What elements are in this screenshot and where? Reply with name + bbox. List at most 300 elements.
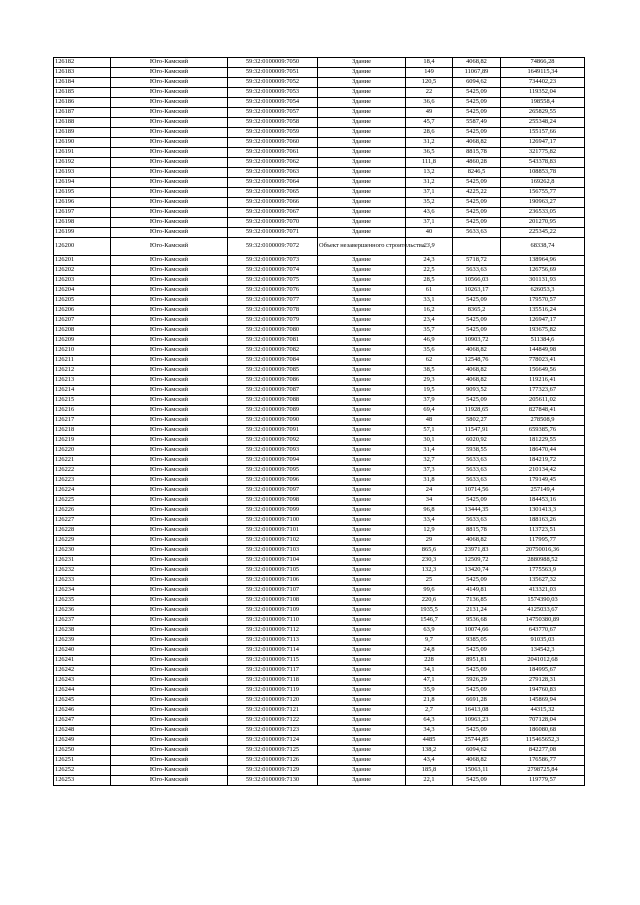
- cadastral-value-cell: 4125033,67: [501, 606, 585, 616]
- district-cell: Юго-Камский: [111, 306, 228, 316]
- table-row: [54, 466, 585, 476]
- area-cell: 865,6: [406, 546, 453, 556]
- row-number-cell: 126244: [54, 686, 111, 696]
- row-number-cell: 126236: [54, 606, 111, 616]
- object-type-cell: Здание: [318, 586, 406, 596]
- row-number-cell: 126188: [54, 118, 111, 128]
- area-cell: 24,8: [406, 646, 453, 656]
- object-type-cell: Здание: [318, 98, 406, 108]
- cadastral-number-cell: 59:32:0100009:7066: [228, 198, 318, 208]
- area-cell: 22,5: [406, 266, 453, 276]
- area-cell: 25: [406, 576, 453, 586]
- district-cell: Юго-Камский: [111, 148, 228, 158]
- area-cell: 132,3: [406, 566, 453, 576]
- cadastral-number-cell: 59:32:0100009:7085: [228, 366, 318, 376]
- object-type-cell: Здание: [318, 686, 406, 696]
- unit-value-cell: 10263,17: [453, 286, 501, 296]
- table-row: [54, 108, 585, 118]
- table-row: [54, 346, 585, 356]
- area-cell: 34: [406, 496, 453, 506]
- table-row: [54, 118, 585, 128]
- row-number-cell: 126196: [54, 198, 111, 208]
- cadastral-number-cell: 59:32:0100009:7118: [228, 676, 318, 686]
- area-cell: 38,5: [406, 366, 453, 376]
- unit-value-cell: 4068,82: [453, 366, 501, 376]
- row-number-cell: 126200: [54, 238, 111, 256]
- table-row: [54, 756, 585, 766]
- row-number-cell: 126193: [54, 168, 111, 178]
- object-type-cell: Здание: [318, 756, 406, 766]
- cadastral-number-cell: 59:32:0100009:7107: [228, 586, 318, 596]
- area-cell: 49: [406, 108, 453, 118]
- district-cell: Юго-Камский: [111, 356, 228, 366]
- district-cell: Юго-Камский: [111, 218, 228, 228]
- object-type-cell: Здание: [318, 128, 406, 138]
- area-cell: 99,6: [406, 586, 453, 596]
- area-cell: 185,8: [406, 766, 453, 776]
- area-cell: 40: [406, 228, 453, 238]
- cadastral-number-cell: 59:32:0100009:7071: [228, 228, 318, 238]
- area-cell: 43,6: [406, 208, 453, 218]
- cadastral-value-cell: 184995,67: [501, 666, 585, 676]
- district-cell: Юго-Камский: [111, 396, 228, 406]
- row-number-cell: 126208: [54, 326, 111, 336]
- cadastral-value-cell: 659385,76: [501, 426, 585, 436]
- cadastral-value-cell: 119216,41: [501, 376, 585, 386]
- unit-value-cell: 4068,82: [453, 376, 501, 386]
- unit-value-cell: 5938,55: [453, 446, 501, 456]
- cadastral-number-cell: 59:32:0100009:7098: [228, 496, 318, 506]
- area-cell: 22: [406, 88, 453, 98]
- table-row: [54, 158, 585, 168]
- row-number-cell: 126189: [54, 128, 111, 138]
- cadastral-value-cell: 1775563,9: [501, 566, 585, 576]
- cadastral-value-cell: 134542,3: [501, 646, 585, 656]
- object-type-cell: Здание: [318, 78, 406, 88]
- district-cell: Юго-Камский: [111, 256, 228, 266]
- object-type-cell: Здание: [318, 346, 406, 356]
- unit-value-cell: 8365,2: [453, 306, 501, 316]
- district-cell: Юго-Камский: [111, 296, 228, 306]
- cadastral-value-cell: 707128,04: [501, 716, 585, 726]
- district-cell: Юго-Камский: [111, 128, 228, 138]
- table-row: [54, 326, 585, 336]
- row-number-cell: 126215: [54, 396, 111, 406]
- object-type-cell: Здание: [318, 616, 406, 626]
- district-cell: Юго-Камский: [111, 168, 228, 178]
- cadastral-value-cell: 186470,44: [501, 446, 585, 456]
- cadastral-value-cell: 255348,24: [501, 118, 585, 128]
- unit-value-cell: 5425,09: [453, 686, 501, 696]
- object-type-cell: Здание: [318, 168, 406, 178]
- row-number-cell: 126226: [54, 506, 111, 516]
- row-number-cell: 126242: [54, 666, 111, 676]
- unit-value-cell: 5633,63: [453, 466, 501, 476]
- table-row: [54, 596, 585, 606]
- table-row: [54, 366, 585, 376]
- object-type-cell: Здание: [318, 376, 406, 386]
- cadastral-number-cell: 59:32:0100009:7091: [228, 426, 318, 436]
- object-type-cell: Здание: [318, 436, 406, 446]
- object-type-cell: Здание: [318, 276, 406, 286]
- unit-value-cell: 7136,85: [453, 596, 501, 606]
- cadastral-number-cell: 59:32:0100009:7105: [228, 566, 318, 576]
- table-row: [54, 178, 585, 188]
- cadastral-value-cell: 176586,77: [501, 756, 585, 766]
- cadastral-value-cell: 1301413,3: [501, 506, 585, 516]
- cadastral-value-cell: 225345,22: [501, 228, 585, 238]
- object-type-cell: Здание: [318, 118, 406, 128]
- district-cell: Юго-Камский: [111, 416, 228, 426]
- unit-value-cell: 4068,82: [453, 138, 501, 148]
- row-number-cell: 126192: [54, 158, 111, 168]
- cadastral-value-cell: 186080,68: [501, 726, 585, 736]
- row-number-cell: 126247: [54, 716, 111, 726]
- object-type-cell: Здание: [318, 406, 406, 416]
- district-cell: Юго-Камский: [111, 266, 228, 276]
- object-type-cell: Здание: [318, 386, 406, 396]
- table-row: [54, 376, 585, 386]
- district-cell: Юго-Камский: [111, 98, 228, 108]
- object-type-cell: Здание: [318, 706, 406, 716]
- area-cell: 19,5: [406, 386, 453, 396]
- table-row: [54, 188, 585, 198]
- table-row: [54, 218, 585, 228]
- district-cell: Юго-Камский: [111, 466, 228, 476]
- row-number-cell: 126218: [54, 426, 111, 436]
- object-type-cell: Здание: [318, 716, 406, 726]
- cadastral-value-cell: 115465652,3: [501, 736, 585, 746]
- district-cell: Юго-Камский: [111, 776, 228, 786]
- cadastral-value-cell: 91035,03: [501, 636, 585, 646]
- cadastral-value-cell: 778023,41: [501, 356, 585, 366]
- unit-value-cell: 5425,09: [453, 496, 501, 506]
- cadastral-number-cell: 59:32:0100009:7084: [228, 356, 318, 366]
- cadastral-number-cell: 59:32:0100009:7109: [228, 606, 318, 616]
- unit-value-cell: 11067,89: [453, 68, 501, 78]
- object-type-cell: Здание: [318, 746, 406, 756]
- area-cell: 22,1: [406, 776, 453, 786]
- unit-value-cell: 5425,09: [453, 396, 501, 406]
- cadastral-number-cell: 59:32:0100009:7100: [228, 516, 318, 526]
- row-number-cell: 126186: [54, 98, 111, 108]
- cadastral-number-cell: 59:32:0100009:7121: [228, 706, 318, 716]
- unit-value-cell: 4068,82: [453, 346, 501, 356]
- object-type-cell: Здание: [318, 228, 406, 238]
- row-number-cell: 126223: [54, 476, 111, 486]
- district-cell: Юго-Камский: [111, 676, 228, 686]
- table-row: [54, 566, 585, 576]
- table-row: [54, 506, 585, 516]
- area-cell: 37,1: [406, 188, 453, 198]
- district-cell: Юго-Камский: [111, 606, 228, 616]
- unit-value-cell: 8815,78: [453, 148, 501, 158]
- object-type-cell: Здание: [318, 198, 406, 208]
- cadastral-number-cell: 59:32:0100009:7061: [228, 148, 318, 158]
- district-cell: Юго-Камский: [111, 88, 228, 98]
- table-row: [54, 656, 585, 666]
- object-type-cell: Здание: [318, 296, 406, 306]
- unit-value-cell: 10963,23: [453, 716, 501, 726]
- cadastral-value-cell: 156649,56: [501, 366, 585, 376]
- cadastral-value-cell: 198558,4: [501, 98, 585, 108]
- unit-value-cell: 23971,83: [453, 546, 501, 556]
- district-cell: Юго-Камский: [111, 546, 228, 556]
- row-number-cell: 126245: [54, 696, 111, 706]
- table-row: [54, 128, 585, 138]
- cadastral-number-cell: 59:32:0100009:7129: [228, 766, 318, 776]
- district-cell: Юго-Камский: [111, 566, 228, 576]
- area-cell: 63,9: [406, 626, 453, 636]
- cadastral-value-cell: 193675,82: [501, 326, 585, 336]
- cadastral-number-cell: 59:32:0100009:7119: [228, 686, 318, 696]
- cadastral-number-cell: 59:32:0100009:7050: [228, 58, 318, 68]
- table-row: [54, 666, 585, 676]
- cadastral-value-cell: 184453,16: [501, 496, 585, 506]
- unit-value-cell: 5633,63: [453, 228, 501, 238]
- cadastral-number-cell: 59:32:0100009:7067: [228, 208, 318, 218]
- table-row: [54, 356, 585, 366]
- cadastral-value-cell: 278508,9: [501, 416, 585, 426]
- unit-value-cell: [453, 238, 501, 256]
- cadastral-number-cell: 59:32:0100009:7092: [228, 436, 318, 446]
- unit-value-cell: 5926,29: [453, 676, 501, 686]
- row-number-cell: 126205: [54, 296, 111, 306]
- district-cell: Юго-Камский: [111, 636, 228, 646]
- table-row: [54, 586, 585, 596]
- district-cell: Юго-Камский: [111, 536, 228, 546]
- unit-value-cell: 5425,09: [453, 296, 501, 306]
- unit-value-cell: 9385,05: [453, 636, 501, 646]
- cadastral-number-cell: 59:32:0100009:7086: [228, 376, 318, 386]
- table-row: [54, 646, 585, 656]
- table-row: [54, 138, 585, 148]
- unit-value-cell: 12548,76: [453, 356, 501, 366]
- row-number-cell: 126206: [54, 306, 111, 316]
- area-cell: 30,1: [406, 436, 453, 446]
- row-number-cell: 126222: [54, 466, 111, 476]
- area-cell: 29: [406, 536, 453, 546]
- area-cell: 33,4: [406, 516, 453, 526]
- district-cell: Юго-Камский: [111, 286, 228, 296]
- table-row: [54, 426, 585, 436]
- cadastral-number-cell: 59:32:0100009:7072: [228, 238, 318, 256]
- cadastral-value-cell: 511384,6: [501, 336, 585, 346]
- cadastral-number-cell: 59:32:0100009:7126: [228, 756, 318, 766]
- row-number-cell: 126191: [54, 148, 111, 158]
- unit-value-cell: 5425,09: [453, 88, 501, 98]
- object-type-cell: Здание: [318, 776, 406, 786]
- unit-value-cell: 5587,49: [453, 118, 501, 128]
- cadastral-value-cell: 135516,24: [501, 306, 585, 316]
- cadastral-value-cell: 236533,05: [501, 208, 585, 218]
- table-row: [54, 296, 585, 306]
- row-number-cell: 126251: [54, 756, 111, 766]
- cadastral-value-cell: 44315,32: [501, 706, 585, 716]
- unit-value-cell: 16413,08: [453, 706, 501, 716]
- area-cell: 37,1: [406, 218, 453, 228]
- cadastral-number-cell: 59:32:0100009:7099: [228, 506, 318, 516]
- row-number-cell: 126237: [54, 616, 111, 626]
- row-number-cell: 126233: [54, 576, 111, 586]
- cadastral-number-cell: 59:32:0100009:7080: [228, 326, 318, 336]
- cadastral-value-cell: 179149,45: [501, 476, 585, 486]
- district-cell: Юго-Камский: [111, 726, 228, 736]
- object-type-cell: Здание: [318, 396, 406, 406]
- cadastral-value-cell: 126947,17: [501, 316, 585, 326]
- area-cell: 28,6: [406, 128, 453, 138]
- object-type-cell: Здание: [318, 336, 406, 346]
- table-row: [54, 616, 585, 626]
- area-cell: 1935,5: [406, 606, 453, 616]
- object-type-cell: Здание: [318, 526, 406, 536]
- unit-value-cell: 5425,09: [453, 98, 501, 108]
- area-cell: 23,9: [406, 238, 453, 256]
- cadastral-value-cell: 643770,67: [501, 626, 585, 636]
- cadastral-number-cell: 59:32:0100009:7124: [228, 736, 318, 746]
- district-cell: Юго-Камский: [111, 646, 228, 656]
- cadastral-value-cell: 155157,66: [501, 128, 585, 138]
- table-row: [54, 766, 585, 776]
- table-row: [54, 58, 585, 68]
- area-cell: 35,2: [406, 198, 453, 208]
- area-cell: 36,5: [406, 148, 453, 158]
- unit-value-cell: 6020,92: [453, 436, 501, 446]
- cadastral-value-cell: 119779,57: [501, 776, 585, 786]
- unit-value-cell: 9093,52: [453, 386, 501, 396]
- table-row: [54, 736, 585, 746]
- unit-value-cell: 25744,85: [453, 736, 501, 746]
- cadastral-number-cell: 59:32:0100009:7103: [228, 546, 318, 556]
- table-row: [54, 576, 585, 586]
- area-cell: 31,8: [406, 476, 453, 486]
- cadastral-value-cell: 279128,31: [501, 676, 585, 686]
- cadastral-value-cell: 827848,41: [501, 406, 585, 416]
- cadastral-number-cell: 59:32:0100009:7077: [228, 296, 318, 306]
- object-type-cell: Здание: [318, 456, 406, 466]
- cadastral-value-cell: 126756,69: [501, 266, 585, 276]
- district-cell: Юго-Камский: [111, 576, 228, 586]
- area-cell: 57,1: [406, 426, 453, 436]
- area-cell: 34,1: [406, 666, 453, 676]
- table-row: [54, 416, 585, 426]
- row-number-cell: 126210: [54, 346, 111, 356]
- unit-value-cell: 5633,63: [453, 266, 501, 276]
- table-row: [54, 286, 585, 296]
- district-cell: Юго-Камский: [111, 586, 228, 596]
- district-cell: Юго-Камский: [111, 596, 228, 606]
- cadastral-value-cell: 2880988,52: [501, 556, 585, 566]
- cadastral-number-cell: 59:32:0100009:7089: [228, 406, 318, 416]
- table-row: [54, 386, 585, 396]
- district-cell: Юго-Камский: [111, 188, 228, 198]
- object-type-cell: Здание: [318, 88, 406, 98]
- object-type-cell: Здание: [318, 656, 406, 666]
- row-number-cell: 126217: [54, 416, 111, 426]
- unit-value-cell: 5425,09: [453, 218, 501, 228]
- cadastral-number-cell: 59:32:0100009:7088: [228, 396, 318, 406]
- cadastral-number-cell: 59:32:0100009:7075: [228, 276, 318, 286]
- district-cell: Юго-Камский: [111, 276, 228, 286]
- cadastral-value-cell: 543378,83: [501, 158, 585, 168]
- cadastral-value-cell: 734402,23: [501, 78, 585, 88]
- area-cell: 4485: [406, 736, 453, 746]
- unit-value-cell: 8951,81: [453, 656, 501, 666]
- unit-value-cell: 11547,91: [453, 426, 501, 436]
- object-type-cell: Здание: [318, 556, 406, 566]
- area-cell: 43,4: [406, 756, 453, 766]
- district-cell: Юго-Камский: [111, 516, 228, 526]
- object-type-cell: Здание: [318, 316, 406, 326]
- area-cell: 149: [406, 68, 453, 78]
- unit-value-cell: 6691,28: [453, 696, 501, 706]
- row-number-cell: 126249: [54, 736, 111, 746]
- cadastral-value-cell: 842277,08: [501, 746, 585, 756]
- row-number-cell: 126239: [54, 636, 111, 646]
- table-row: [54, 208, 585, 218]
- unit-value-cell: 5425,09: [453, 776, 501, 786]
- area-cell: 9,7: [406, 636, 453, 646]
- area-cell: 36,6: [406, 98, 453, 108]
- object-type-cell: Здание: [318, 208, 406, 218]
- object-type-cell: Здание: [318, 596, 406, 606]
- object-type-cell: Здание: [318, 446, 406, 456]
- row-number-cell: 126221: [54, 456, 111, 466]
- unit-value-cell: 2131,24: [453, 606, 501, 616]
- object-type-cell: Здание: [318, 108, 406, 118]
- row-number-cell: 126194: [54, 178, 111, 188]
- row-number-cell: 126248: [54, 726, 111, 736]
- table-row: [54, 446, 585, 456]
- cadastral-value-cell: 156755,77: [501, 188, 585, 198]
- area-cell: 28,5: [406, 276, 453, 286]
- unit-value-cell: 4068,82: [453, 756, 501, 766]
- area-cell: 21,8: [406, 696, 453, 706]
- object-type-cell: Здание: [318, 256, 406, 266]
- unit-value-cell: 5633,63: [453, 456, 501, 466]
- row-number-cell: 126211: [54, 356, 111, 366]
- table-row: [54, 696, 585, 706]
- area-cell: 12,9: [406, 526, 453, 536]
- area-cell: 34,3: [406, 726, 453, 736]
- area-cell: 13,2: [406, 168, 453, 178]
- unit-value-cell: 5802,27: [453, 416, 501, 426]
- cadastral-value-cell: 169262,8: [501, 178, 585, 188]
- row-number-cell: 126202: [54, 266, 111, 276]
- district-cell: Юго-Камский: [111, 238, 228, 256]
- table-row: [54, 456, 585, 466]
- unit-value-cell: 5425,09: [453, 208, 501, 218]
- cadastral-number-cell: 59:32:0100009:7059: [228, 128, 318, 138]
- unit-value-cell: 15063,11: [453, 766, 501, 776]
- table-row: [54, 516, 585, 526]
- cadastral-number-cell: 59:32:0100009:7117: [228, 666, 318, 676]
- row-number-cell: 126209: [54, 336, 111, 346]
- cadastral-value-cell: 188163,26: [501, 516, 585, 526]
- area-cell: 230,3: [406, 556, 453, 566]
- cadastral-value-cell: 201270,95: [501, 218, 585, 228]
- object-type-cell: Здание: [318, 696, 406, 706]
- district-cell: Юго-Камский: [111, 696, 228, 706]
- cadastral-value-cell: 108853,78: [501, 168, 585, 178]
- object-type-cell: Здание: [318, 138, 406, 148]
- area-cell: 69,4: [406, 406, 453, 416]
- district-cell: Юго-Камский: [111, 78, 228, 88]
- table-row: [54, 316, 585, 326]
- object-type-cell: Здание: [318, 218, 406, 228]
- unit-value-cell: 9536,68: [453, 616, 501, 626]
- cadastral-number-cell: 59:32:0100009:7112: [228, 626, 318, 636]
